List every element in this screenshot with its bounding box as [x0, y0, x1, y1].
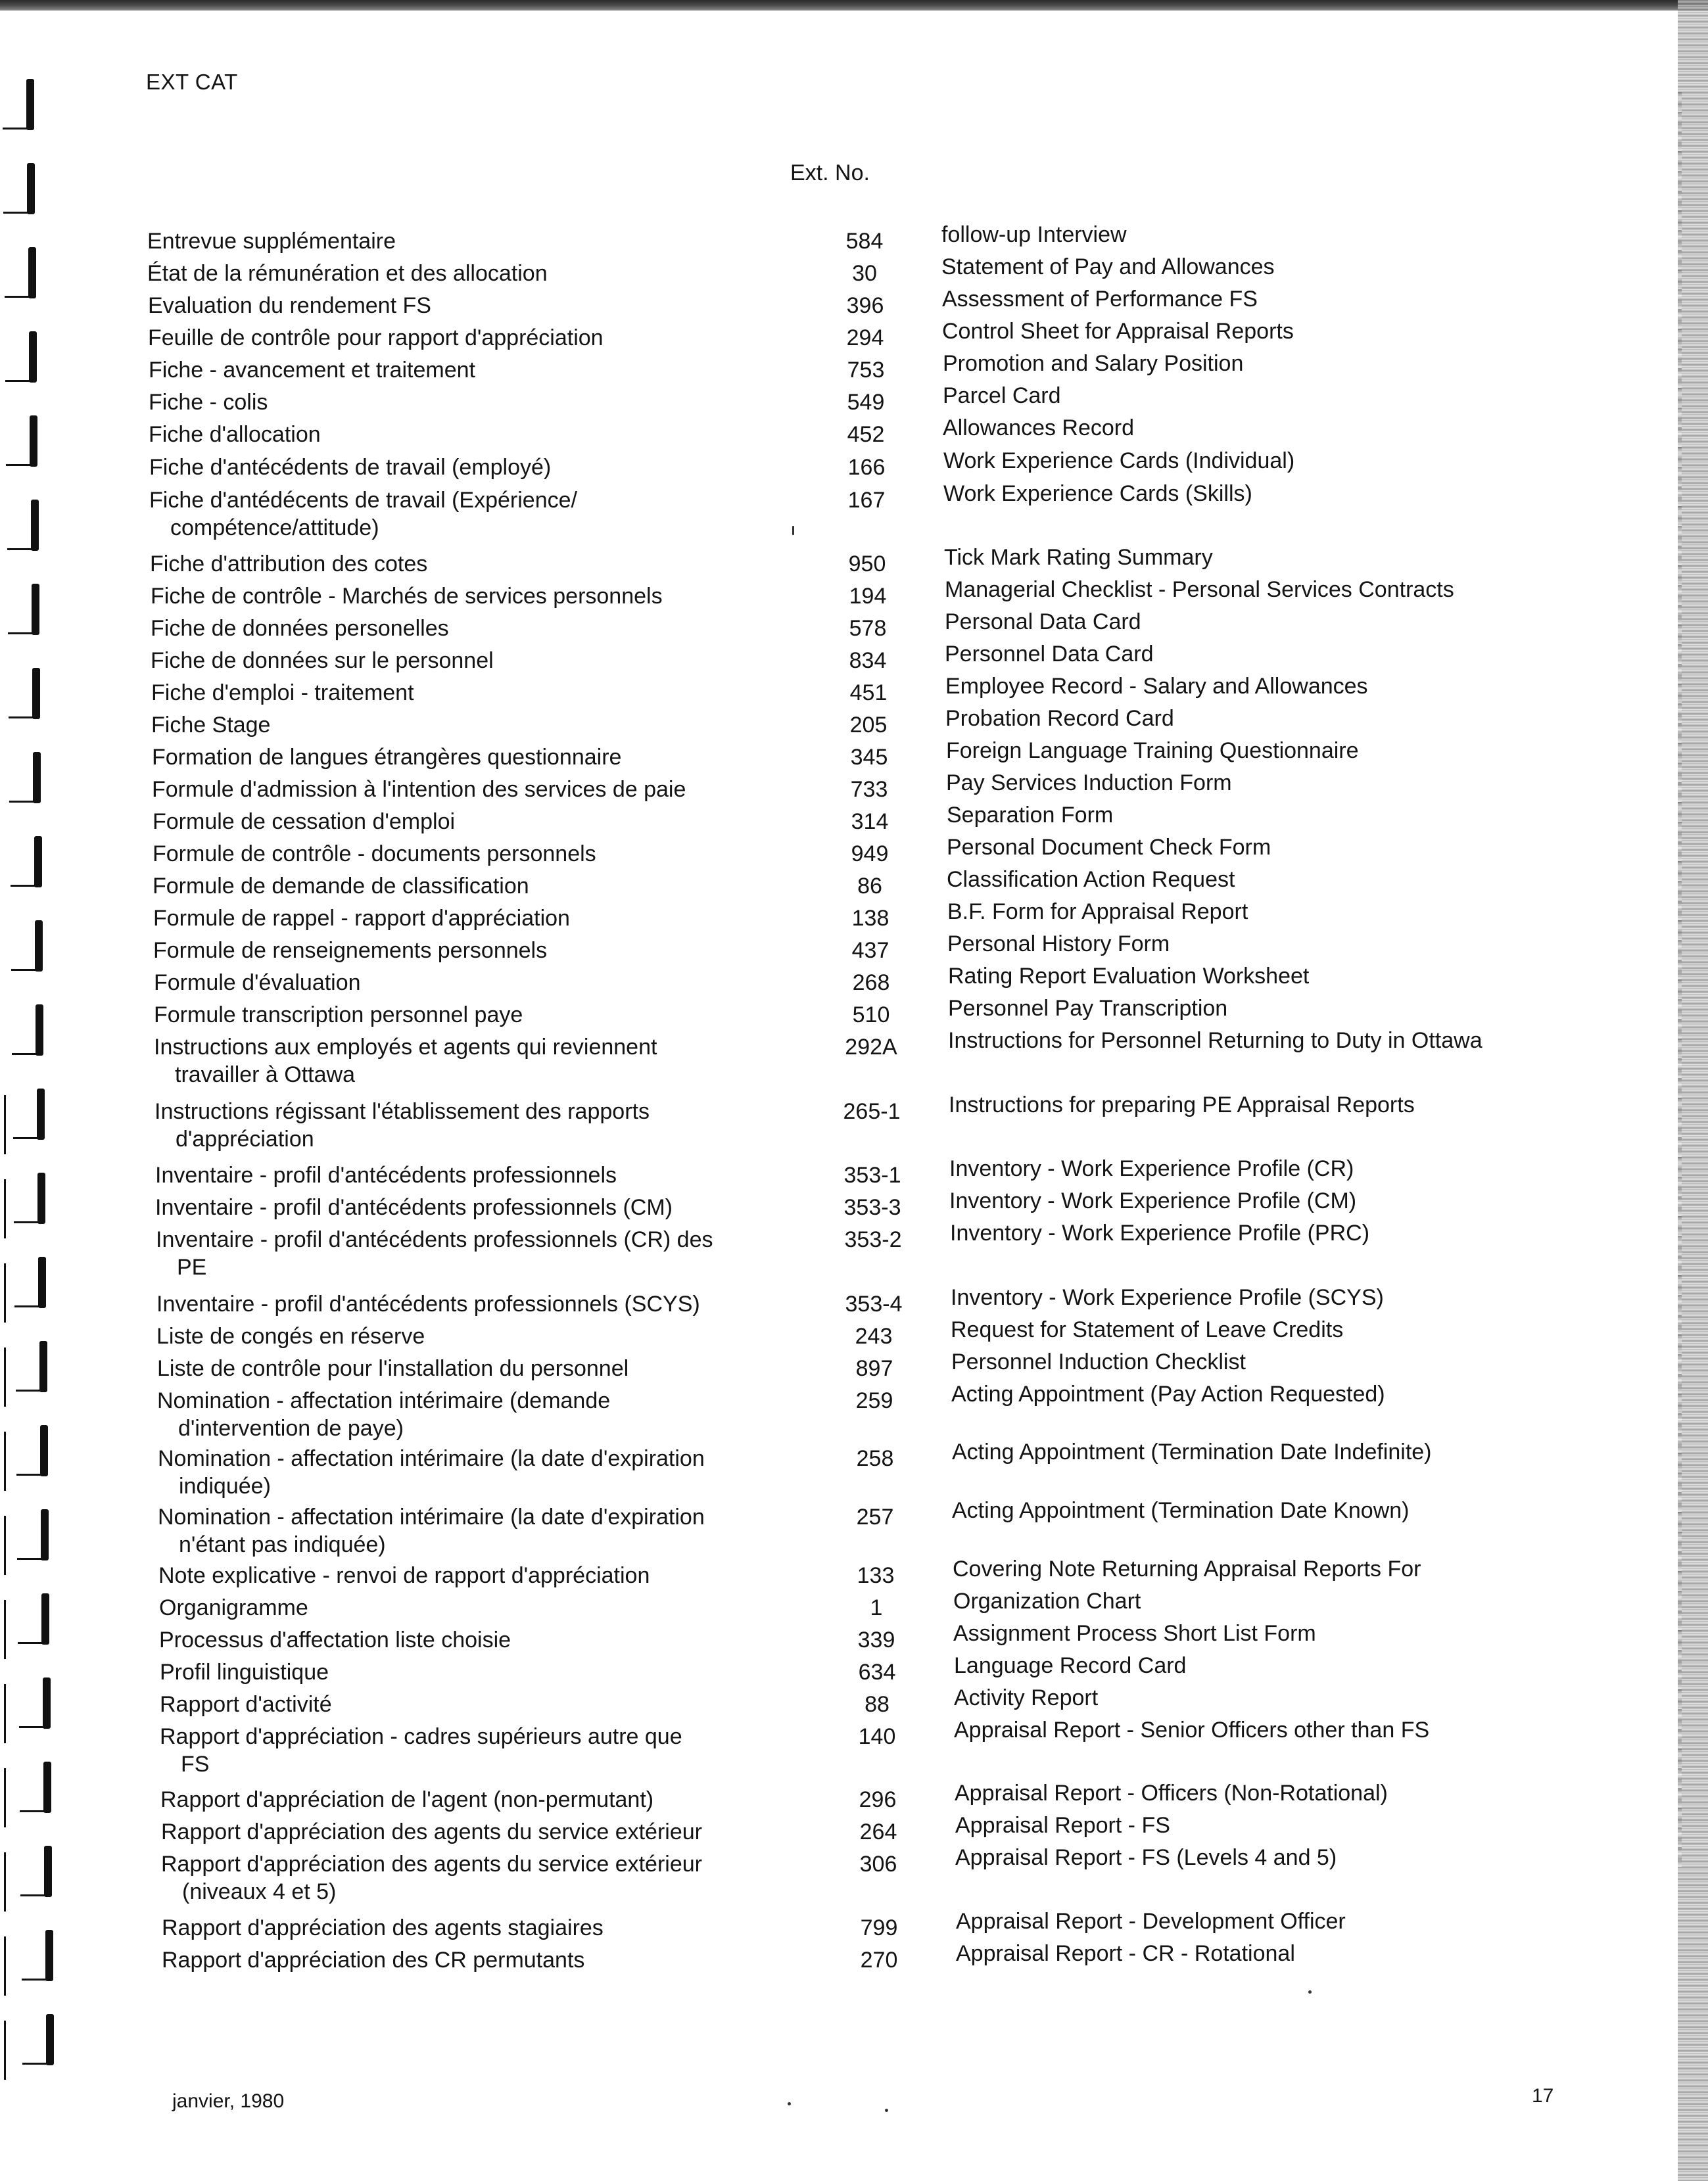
- english-title: Work Experience Cards (Individual): [943, 448, 1295, 473]
- french-title-line: Nomination - affectation intérimaire (demande: [157, 1388, 611, 1413]
- page-number: 17: [1532, 2085, 1554, 2107]
- english-title: Language Record Card: [954, 1653, 1187, 1678]
- french-title: [158, 1445, 815, 1500]
- french-title-line: Rapport d'appréciation - cadres supérieurs autre que: [160, 1724, 682, 1749]
- english-title: Classification Action Request: [947, 867, 1235, 892]
- french-title: [158, 1503, 815, 1559]
- french-title: [153, 840, 810, 868]
- ext-number: 306: [859, 1852, 897, 1877]
- french-title-line: Fiche - colis: [149, 390, 268, 415]
- french-title: [162, 1914, 819, 1942]
- french-title-continuation: d'appréciation: [176, 1127, 314, 1152]
- french-title: [160, 1723, 817, 1778]
- french-title-line: Fiche de données sur le personnel: [151, 648, 494, 673]
- ext-number: 753: [847, 358, 885, 383]
- ext-number: 452: [847, 422, 885, 447]
- english-title: follow-up Interview: [941, 222, 1127, 247]
- ext-number: 133: [857, 1563, 895, 1588]
- french-title: [158, 1562, 816, 1589]
- english-title: Appraisal Report - FS (Levels 4 and 5): [955, 1845, 1337, 1870]
- footer-date: janvier, 1980: [172, 2090, 285, 2112]
- french-title-line: Entrevue supplémentaire: [147, 229, 396, 254]
- french-title-continuation: indiquée): [179, 1474, 271, 1499]
- french-title: [156, 1290, 814, 1318]
- french-title-continuation: n'étant pas indiquée): [179, 1532, 386, 1557]
- ext-number: 264: [859, 1819, 897, 1844]
- english-title: Pay Services Induction Form: [946, 770, 1232, 795]
- english-title: Acting Appointment (Termination Date Indefinite): [952, 1440, 1432, 1465]
- french-title-line: Nomination - affectation intérimaire (la date d'expiration: [158, 1505, 705, 1530]
- french-title: [154, 969, 811, 997]
- ext-number: 510: [852, 1002, 890, 1027]
- english-title: Managerial Checklist - Personal Services Contracts: [945, 577, 1454, 602]
- french-title-line: Fiche d'antécédents de travail (employé): [149, 455, 552, 480]
- english-title: Probation Record Card: [945, 706, 1174, 731]
- french-title-continuation: FS: [181, 1752, 210, 1777]
- french-title-continuation: compétence/attitude): [170, 515, 379, 540]
- ext-number: 578: [849, 616, 887, 641]
- french-title: [153, 904, 811, 932]
- french-title-line: Liste de contrôle pour l'installation du personnel: [157, 1356, 629, 1381]
- ext-number: 166: [847, 455, 886, 480]
- ext-number: 1: [870, 1595, 883, 1620]
- french-title-line: Rapport d'activité: [160, 1692, 332, 1717]
- french-title-line: Formule de renseignements personnels: [153, 938, 548, 963]
- french-title: [153, 808, 810, 835]
- french-title-line: Fiche d'emploi - traitement: [151, 680, 414, 705]
- french-title: [155, 1161, 813, 1189]
- ext-number: 138: [851, 906, 890, 931]
- french-title-line: Formule d'admission à l'intention des services de paie: [152, 777, 686, 802]
- french-title: [160, 1691, 817, 1718]
- french-title: [148, 324, 805, 352]
- french-title: [153, 937, 811, 964]
- english-title: Inventory - Work Experience Profile (PRC): [950, 1221, 1370, 1246]
- french-title-line: Note explicative - renvoi de rapport d'appréciation: [158, 1563, 650, 1588]
- scan-speck: [885, 2109, 888, 2112]
- catalog-label: EXT CAT: [146, 70, 238, 94]
- english-title: Promotion and Salary Position: [943, 351, 1244, 376]
- french-title-line: Inventaire - profil d'antécédents professionnels: [155, 1163, 617, 1188]
- french-title-line: Profil linguistique: [160, 1660, 329, 1685]
- french-title: [156, 1323, 814, 1350]
- ext-number: 140: [858, 1724, 896, 1749]
- french-title-line: Inventaire - profil d'antécédents professionnels (CR) des: [156, 1227, 713, 1252]
- french-title-line: Liste de congés en réserve: [156, 1324, 425, 1349]
- french-title-line: Feuille de contrôle pour rapport d'appréciation: [148, 325, 604, 350]
- english-title: Instructions for Personnel Returning to Duty in Ottawa: [948, 1028, 1483, 1053]
- ext-number: 353-2: [844, 1227, 902, 1252]
- french-title-line: Fiche d'allocation: [149, 422, 321, 447]
- ext-number: 258: [856, 1446, 894, 1471]
- french-title-line: Formule de cessation d'emploi: [153, 809, 456, 834]
- english-title: Appraisal Report - Development Officer: [956, 1909, 1346, 1934]
- french-title: [156, 1226, 813, 1281]
- english-title: Organization Chart: [953, 1589, 1141, 1614]
- french-title: [154, 1033, 811, 1089]
- french-title-line: Formule de demande de classification: [153, 874, 529, 899]
- ext-number: 30: [852, 261, 877, 286]
- french-title: [160, 1786, 818, 1814]
- ext-number: 265-1: [843, 1099, 901, 1124]
- ext-number: 437: [851, 938, 890, 963]
- french-title-line: Formule de contrôle - documents personnels: [153, 841, 596, 866]
- french-title-line: Rapport d'appréciation de l'agent (non-permutant): [160, 1787, 654, 1812]
- french-title: [161, 1850, 818, 1906]
- french-title-line: Fiche de contrôle - Marchés de services personnels: [151, 584, 663, 609]
- french-title: [147, 227, 805, 255]
- english-title: Acting Appointment (Pay Action Requested): [951, 1382, 1385, 1407]
- ext-number: 88: [865, 1692, 890, 1717]
- french-title: [152, 776, 809, 803]
- ext-number: 345: [850, 745, 888, 770]
- english-title: Acting Appointment (Termination Date Known): [952, 1498, 1410, 1523]
- french-title-line: État de la rémunération et des allocation: [147, 261, 548, 286]
- ext-number: 950: [848, 551, 886, 576]
- ext-no-heading: Ext. No.: [790, 160, 870, 185]
- ext-number: 194: [849, 584, 887, 609]
- english-title: Assignment Process Short List Form: [953, 1621, 1316, 1646]
- english-title: Personal Document Check Form: [947, 835, 1271, 860]
- french-title: [151, 679, 809, 707]
- french-title-line: Formule transcription personnel paye: [154, 1002, 523, 1027]
- english-title: Activity Report: [954, 1685, 1099, 1710]
- english-title: Appraisal Report - FS: [955, 1813, 1170, 1838]
- french-title: [154, 1098, 812, 1153]
- french-title: [149, 388, 806, 416]
- french-title: [151, 647, 808, 674]
- ext-number: 834: [849, 648, 887, 673]
- french-title-line: Nomination - affectation intérimaire (la date d'expiration: [158, 1446, 705, 1471]
- english-title: Personal Data Card: [945, 609, 1141, 634]
- english-title: Personnel Induction Checklist: [951, 1349, 1246, 1374]
- french-title-line: Evaluation du rendement FS: [148, 293, 431, 318]
- english-title: Tick Mark Rating Summary: [944, 545, 1213, 570]
- scan-speck: [788, 2102, 791, 2105]
- french-title: [157, 1387, 815, 1442]
- ext-number: 733: [850, 777, 888, 802]
- french-title-line: Rapport d'appréciation des agents du service extérieur: [161, 1852, 702, 1877]
- french-title: [157, 1355, 815, 1382]
- english-title: Personnel Pay Transcription: [948, 996, 1228, 1021]
- ext-number: 339: [857, 1628, 895, 1653]
- french-title-continuation: d'intervention de paye): [178, 1416, 404, 1441]
- french-title-line: Fiche - avancement et traitement: [149, 358, 476, 383]
- french-title: [151, 582, 808, 610]
- french-title-continuation: PE: [177, 1255, 207, 1280]
- ext-number: 270: [860, 1948, 898, 1973]
- english-title: Inventory - Work Experience Profile (CR): [949, 1156, 1354, 1181]
- french-title: [149, 486, 807, 542]
- english-title: Employee Record - Salary and Allowances: [945, 674, 1368, 699]
- french-title: [162, 1946, 819, 1974]
- french-title-line: Inventaire - profil d'antécédents professionnels (CM): [155, 1195, 673, 1220]
- french-title-continuation: travailler à Ottawa: [175, 1062, 355, 1087]
- french-title: [149, 421, 806, 448]
- french-title-line: Fiche de données personelles: [151, 616, 449, 641]
- ext-number: 549: [847, 390, 885, 415]
- ext-number: 451: [849, 680, 888, 705]
- english-title: Control Sheet for Appraisal Reports: [942, 319, 1294, 344]
- ext-number: 167: [847, 488, 886, 513]
- french-title: [151, 615, 808, 642]
- french-title: [159, 1626, 817, 1654]
- english-title: Inventory - Work Experience Profile (CM): [949, 1188, 1357, 1213]
- french-title: [152, 743, 809, 771]
- french-title: [149, 454, 807, 481]
- french-title-continuation: (niveaux 4 et 5): [182, 1879, 337, 1904]
- french-title-line: Rapport d'appréciation des agents du service extérieur: [161, 1819, 702, 1844]
- french-title: [155, 1194, 813, 1221]
- french-title-line: Inventaire - profil d'antécédents professionnels (SCYS): [156, 1292, 700, 1317]
- ext-number: 396: [846, 293, 884, 318]
- french-title-line: Fiche d'attribution des cotes: [150, 551, 428, 576]
- ext-number: 799: [860, 1915, 898, 1940]
- english-title: Inventory - Work Experience Profile (SCYS): [951, 1285, 1384, 1310]
- ext-number: 259: [855, 1388, 893, 1413]
- ext-number: 353-4: [845, 1292, 903, 1317]
- ext-number: 257: [856, 1505, 894, 1530]
- french-title: [154, 1001, 811, 1029]
- english-title: Separation Form: [947, 803, 1114, 828]
- ext-number: 243: [855, 1324, 893, 1349]
- ext-number: 584: [845, 229, 884, 254]
- french-title-line: Instructions aux employés et agents qui reviennent: [154, 1035, 657, 1060]
- french-title-line: Rapport d'appréciation des CR permutants: [162, 1948, 585, 1973]
- french-title-line: Fiche d'antédécents de travail (Expérience/: [149, 488, 577, 513]
- french-title: [149, 356, 806, 384]
- english-title: Covering Note Returning Appraisal Reports For: [953, 1557, 1421, 1582]
- french-title: [153, 872, 810, 900]
- ext-number: 205: [849, 713, 888, 738]
- french-title-line: Fiche Stage: [151, 713, 271, 738]
- ext-number: 634: [858, 1660, 896, 1685]
- french-title-line: Organigramme: [159, 1595, 308, 1620]
- english-title: Statement of Pay and Allowances: [941, 254, 1275, 279]
- ext-number: 353-3: [843, 1195, 901, 1220]
- english-title: Allowances Record: [943, 415, 1135, 440]
- french-title: [159, 1594, 817, 1622]
- french-title-line: Processus d'affectation liste choisie: [159, 1628, 511, 1653]
- english-title: Work Experience Cards (Skills): [943, 481, 1252, 506]
- english-title: Personal History Form: [947, 931, 1170, 956]
- english-title: Personnel Data Card: [945, 642, 1154, 667]
- french-title-line: Rapport d'appréciation des agents stagiaires: [162, 1915, 604, 1940]
- ext-number: 296: [859, 1787, 897, 1812]
- english-title: Rating Report Evaluation Worksheet: [948, 964, 1310, 989]
- ext-number: 353-1: [843, 1163, 901, 1188]
- ext-number: 897: [855, 1356, 893, 1381]
- ext-number: 314: [851, 809, 889, 834]
- english-title: B.F. Form for Appraisal Report: [947, 899, 1248, 924]
- french-title: [148, 292, 805, 319]
- scan-speck: [792, 526, 794, 535]
- ext-number: 949: [851, 841, 889, 866]
- english-title: Instructions for preparing PE Appraisal Reports: [949, 1092, 1415, 1117]
- french-title: [160, 1658, 817, 1686]
- french-title-line: Formule d'évaluation: [154, 970, 361, 995]
- english-title: Foreign Language Training Questionnaire: [946, 738, 1359, 763]
- french-title: [147, 260, 805, 287]
- french-title: [161, 1818, 818, 1846]
- french-title-line: Instructions régissant l'établissement des rapports: [154, 1099, 650, 1124]
- english-title: Appraisal Report - Senior Officers other than FS: [954, 1718, 1430, 1743]
- french-title-line: Formule de rappel - rapport d'appréciation: [153, 906, 570, 931]
- ext-number: 292A: [845, 1035, 897, 1060]
- french-title: [150, 550, 807, 578]
- french-title: [151, 711, 809, 739]
- english-title: Request for Statement of Leave Credits: [951, 1317, 1344, 1342]
- ext-number: 86: [857, 874, 882, 899]
- english-title: Appraisal Report - CR - Rotational: [956, 1941, 1295, 1966]
- scan-speck: [1308, 1990, 1312, 1994]
- french-title-line: Formation de langues étrangères questionnaire: [152, 745, 622, 770]
- english-title: Appraisal Report - Officers (Non-Rotational): [955, 1781, 1388, 1806]
- english-title: Assessment of Performance FS: [942, 287, 1258, 312]
- english-title: Parcel Card: [943, 383, 1061, 408]
- ext-number: 294: [846, 325, 884, 350]
- ext-number: 268: [852, 970, 890, 995]
